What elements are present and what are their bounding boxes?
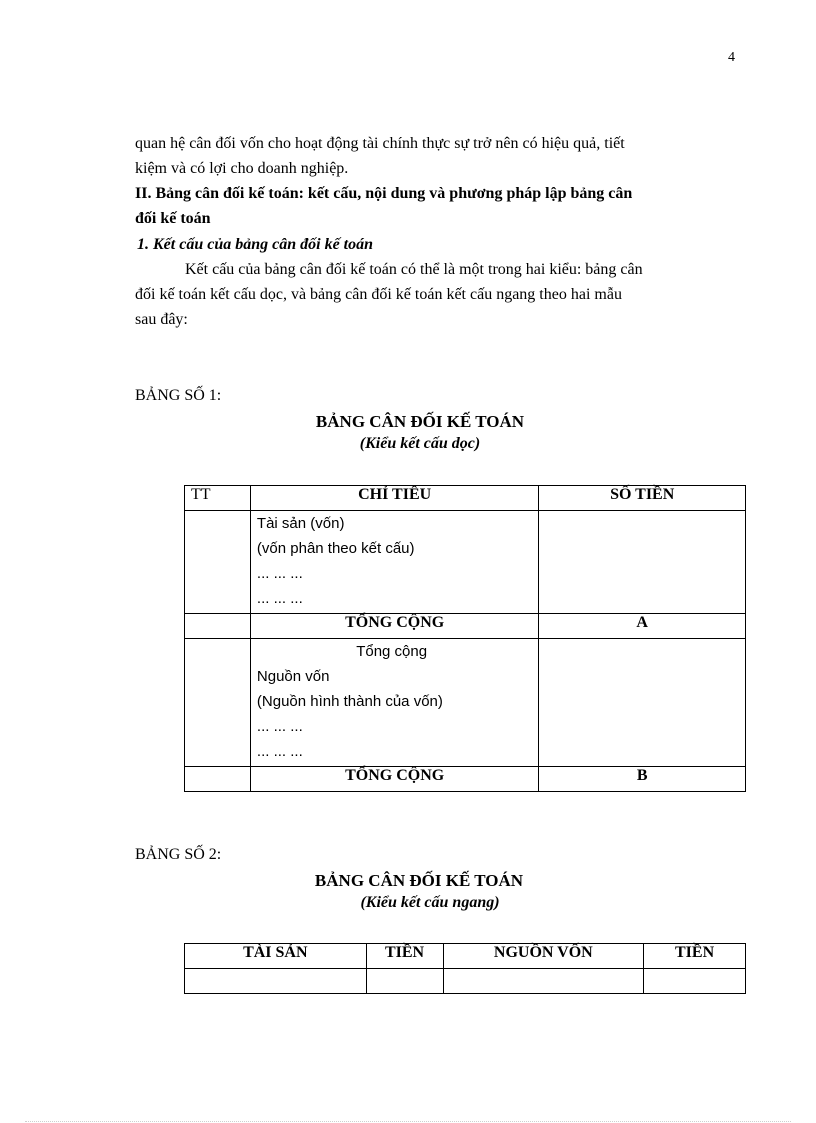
- total2-label: TỔNG CỘNG: [250, 767, 538, 792]
- assets-line: ... ... ...: [256, 565, 303, 582]
- paragraph-line: Kết cấu của bảng cân đối kế toán có thể là một trong hai kiểu: bảng cân: [185, 261, 643, 278]
- table-header-row: [185, 486, 746, 511]
- table1-subtitle: (Kiểu kết cấu dọc): [359, 435, 481, 452]
- header-tt: TT: [185, 486, 251, 511]
- table-row-assets: [185, 511, 746, 614]
- table-cell: [366, 969, 443, 994]
- assets-line: (vốn phân theo kết cấu): [256, 540, 415, 557]
- table-row-sources: [185, 639, 746, 767]
- table2-label: BẢNG SỐ 2:: [135, 846, 222, 863]
- paragraph-line: sau đây:: [135, 311, 188, 328]
- table-row-total-b: [185, 767, 746, 792]
- cell-assets: [250, 511, 538, 614]
- header-so-tien: SỐ TIỀN: [539, 486, 746, 511]
- paragraph-line: đối kế toán kết cấu dọc, và bảng cân đối kế toán kết cấu ngang theo hai mẫu: [135, 286, 622, 303]
- cell-tt: [185, 614, 251, 639]
- cell-amount: [539, 511, 746, 614]
- sources-line: (Nguồn hình thành của vốn): [256, 693, 443, 710]
- paragraph-structure: [135, 257, 738, 332]
- balance-sheet-horizontal-table: [184, 943, 746, 994]
- cell-amount: [539, 639, 746, 767]
- header-tai-san: TÀI SẢN: [185, 944, 367, 969]
- cell-tt: [185, 767, 251, 792]
- table1-title: BẢNG CÂN ĐỐI KẾ TOÁN: [315, 412, 525, 431]
- total2-value: B: [539, 767, 746, 792]
- table-cell: [443, 969, 644, 994]
- paragraph-line: kiệm và có lợi cho doanh nghiệp.: [135, 160, 349, 177]
- page-bottom-divider: [25, 1121, 791, 1122]
- header-tien: TIỀN: [644, 944, 746, 969]
- assets-line: Tài sản (vốn): [256, 515, 345, 532]
- total1-value: A: [539, 614, 746, 639]
- total1-label: TỔNG CỘNG: [250, 614, 538, 639]
- table-cell: [185, 969, 367, 994]
- cell-tt: [185, 511, 251, 614]
- table-header-row: [185, 944, 746, 969]
- header-tien: TIỀN: [366, 944, 443, 969]
- header-chi-tieu: CHỈ TIÊU: [250, 486, 538, 511]
- section-heading: [135, 181, 738, 231]
- subsection-heading: 1. Kết cấu của bảng cân đối kế toán: [137, 236, 374, 253]
- sources-line: Tổng cộng: [356, 643, 428, 660]
- sources-line: ... ... ...: [256, 718, 303, 735]
- cell-tt: [185, 639, 251, 767]
- sources-line: ... ... ...: [256, 743, 303, 760]
- paragraph-intro: [135, 131, 738, 181]
- page-number: 4: [728, 50, 735, 65]
- table-row-total-a: [185, 614, 746, 639]
- paragraph-line: quan hệ cân đối vốn cho hoạt động tài chính thực sự trở nên có hiệu quả, tiết: [135, 135, 625, 152]
- heading-line: đối kế toán: [135, 210, 211, 227]
- table-row: [185, 969, 746, 994]
- sources-line: Nguồn vốn: [256, 668, 330, 685]
- table-cell: [644, 969, 746, 994]
- header-nguon-von: NGUỒN VỐN: [443, 944, 644, 969]
- table2-title: BẢNG CÂN ĐỐI KẾ TOÁN: [314, 871, 524, 890]
- heading-line: II. Bảng cân đối kế toán: kết cấu, nội dung và phương pháp lập bảng cân: [135, 185, 633, 202]
- balance-sheet-vertical-table: [184, 485, 746, 792]
- assets-line: ... ... ...: [256, 590, 303, 607]
- table2-subtitle: (Kiểu kết cấu ngang): [360, 894, 500, 911]
- table1-label: BẢNG SỐ 1:: [135, 387, 222, 404]
- cell-sources: [250, 639, 538, 767]
